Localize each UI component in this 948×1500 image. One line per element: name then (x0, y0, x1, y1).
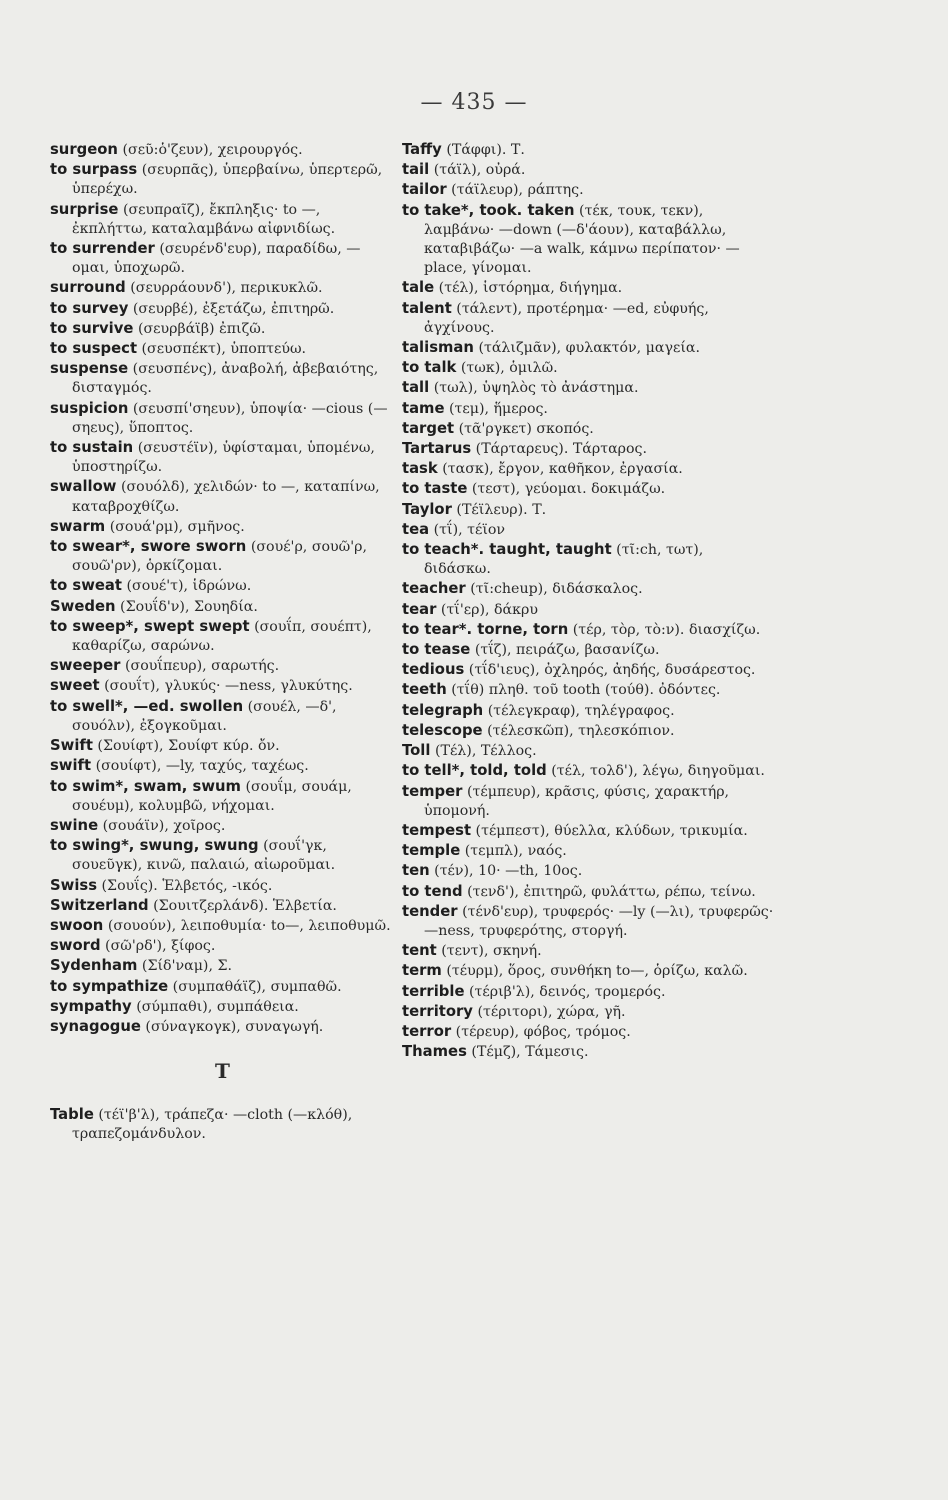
entry-definition: (σουΐπ, σουέπτ), καθαρίζω, σαρώνω. (72, 618, 372, 655)
entry-definition: (τέυρμ), ὅρος, συνθήκη to—, ὁρίζω, καλῶ. (441, 963, 748, 980)
entry-definition: (σύμπαθι), συμπάθεια. (131, 998, 299, 1015)
entry-definition: (σουΐτ), γλυκύς· —ness, γλυκύτης. (99, 678, 353, 695)
dictionary-entry (402, 1002, 774, 1022)
dictionary-entry (402, 520, 774, 540)
dictionary-entry (50, 399, 395, 438)
letter-heading: T (215, 1059, 230, 1084)
entry-definition: (σευρβάϊβ) ἐπιζῶ. (133, 320, 266, 337)
dictionary-entry (50, 777, 395, 816)
entry-headword: terror (402, 1022, 452, 1040)
entry-headword: tame (402, 399, 445, 417)
entry-headword: tear (402, 600, 437, 618)
dictionary-entry (50, 299, 395, 319)
entry-headword: Sweden (50, 597, 116, 615)
entry-headword: to suspect (50, 340, 138, 358)
entry-headword: to tend (402, 882, 463, 900)
dictionary-entry (50, 200, 395, 239)
entry-headword: Sydenham (50, 957, 138, 975)
entry-definition: (σουίφτ), —ly, ταχύς, ταχέως. (91, 758, 309, 775)
entry-headword: tale (402, 279, 435, 297)
entry-headword: tea (402, 520, 430, 538)
dictionary-entry (402, 961, 774, 981)
entry-definition: (Σουίφτ), Σουίφτ κύρ. ὄν. (92, 738, 280, 755)
dictionary-entry (402, 500, 774, 520)
dictionary-entry (50, 339, 395, 359)
entry-headword: Thames (402, 1043, 467, 1061)
entry-definition: (Σουΐς). Ἑλβετός, -ικός. (97, 877, 273, 894)
dictionary-entry (402, 201, 774, 279)
entry-definition: (σευσπένς), ἀναβολή, ἀβεβαιότης, δισταγμός. (72, 361, 379, 397)
entry-definition: (τέν), 10· —th, 10ος. (429, 863, 583, 880)
dictionary-entry (50, 1105, 395, 1144)
dictionary-entry (50, 876, 395, 896)
dictionary-entry (50, 896, 395, 916)
entry-headword: temper (402, 782, 463, 800)
entry-definition: (τάλιζμᾶν), φυλακτόν, μαγεία. (473, 340, 700, 357)
dictionary-entry (402, 600, 774, 620)
entry-headword: target (402, 419, 455, 437)
dictionary-entry (402, 459, 774, 479)
entry-headword: to tear*. torne, torn (402, 620, 569, 638)
right-column (402, 140, 774, 1062)
dictionary-entry (402, 941, 774, 961)
dictionary-entry (402, 640, 774, 660)
entry-headword: telegraph (402, 701, 484, 719)
dictionary-entry (50, 997, 395, 1017)
entry-definition: (τενδ'), ἐπιτηρῶ, φυλάττω, ρέπω, τείνω. (462, 883, 756, 900)
entry-headword: to sympathize (50, 977, 169, 995)
dictionary-entry (402, 982, 774, 1002)
right-entries (402, 140, 774, 1062)
entry-definition: (τάϊλ), οὐρά. (429, 162, 526, 179)
entry-headword: to survey (50, 299, 129, 317)
entry-definition: (τΐθ) πληθ. τοῦ tooth (τούθ). ὀδόντες. (446, 682, 721, 699)
entry-headword: sword (50, 937, 101, 955)
entry-definition: (σευρβέ), ἐξετάζω, ἐπιτηρῶ. (128, 300, 335, 317)
entry-definition: (τεντ), σκηνή. (436, 943, 542, 960)
dictionary-entry (402, 721, 774, 741)
entry-definition: (σουούν), λειποθυμία· to—, λειποθυμῶ. (103, 917, 391, 934)
dictionary-entry (50, 916, 395, 936)
dictionary-entry (402, 1042, 774, 1062)
entry-headword: tailor (402, 181, 447, 199)
entry-definition: (τέλεσκῶπ), τηλεσκόπιον. (482, 722, 675, 739)
entry-headword: suspicion (50, 399, 129, 417)
dictionary-entry (50, 140, 395, 160)
dictionary-entry (50, 319, 395, 339)
dictionary-entry (402, 741, 774, 761)
entry-headword: task (402, 460, 438, 478)
entry-headword: Table (50, 1106, 94, 1124)
entry-headword: to survive (50, 319, 134, 337)
dictionary-entry (402, 861, 774, 881)
entry-definition: (τέμπεστ), θύελλα, κλύδων, τρικυμία. (471, 822, 748, 839)
dictionary-entry (50, 836, 395, 875)
dictionary-entry (402, 620, 774, 640)
entry-headword: to talk (402, 359, 457, 377)
entry-definition: (σευρράουνδ'), περικυκλῶ. (125, 280, 323, 297)
entry-headword: to sustain (50, 439, 134, 457)
entry-definition: (τωλ), ὑψηλὸς τὸ ἀνάστημα. (429, 380, 639, 397)
entry-headword: to take*, took. taken (402, 201, 575, 219)
entry-definition: (σευσπί'σηευν), ὑποψία· —cious (—σηευς), ὕποπτος. (72, 400, 388, 436)
entry-definition: (σουέ'ρ, σουῶ'ρ, σουῶ'ρν), ὁρκίζομαι. (72, 539, 367, 575)
entry-headword: synagogue (50, 1017, 141, 1035)
entry-headword: swarm (50, 517, 106, 535)
entry-definition: (τεμ), ἥμερος. (444, 400, 548, 417)
entry-headword: swine (50, 816, 99, 834)
entry-definition: (τέριτορι), χώρα, γῆ. (472, 1003, 626, 1020)
entry-headword: tender (402, 902, 458, 920)
entry-headword: swallow (50, 478, 117, 496)
dictionary-entry (50, 656, 395, 676)
dictionary-entry (50, 956, 395, 976)
entry-headword: territory (402, 1002, 473, 1020)
dictionary-entry (402, 358, 774, 378)
entry-definition: (σευσπέκτ), ὑποπτεύω. (137, 341, 307, 358)
entry-headword: sweet (50, 677, 100, 695)
entry-headword: to swing*, swung, swung (50, 837, 259, 855)
dictionary-entry (402, 882, 774, 902)
entry-headword: swift (50, 757, 92, 775)
dictionary-entry (50, 160, 395, 199)
entry-definition: (σουέ'τ), ἱδρώνω. (121, 578, 252, 595)
entry-definition: (συμπαθάϊζ), συμπαθῶ. (168, 978, 342, 995)
entry-headword: surround (50, 279, 126, 297)
entry-headword: to taste (402, 480, 468, 498)
entry-definition: (τΐδ'ιευς), ὀχληρός, ἀηδής, δυσάρεστος. (464, 662, 756, 679)
entry-definition: (τέϊ'β'λ), τράπεζα· —cloth (—κλόθ), τραπεζομάνδυλον. (72, 1107, 353, 1143)
entry-definition: (τΐζ), πειράζω, βασανίζω. (470, 642, 660, 659)
entry-headword: to sweat (50, 577, 122, 595)
dictionary-entry (50, 576, 395, 596)
dictionary-entry (50, 537, 395, 576)
entry-headword: sweeper (50, 657, 121, 675)
dictionary-entry (402, 338, 774, 358)
dictionary-entry (50, 597, 395, 617)
dictionary-entry (50, 438, 395, 477)
entry-headword: teeth (402, 681, 447, 699)
dictionary-entry (50, 676, 395, 696)
entry-definition: (τάϊλευρ), ράπτης. (446, 182, 584, 199)
entry-definition: (σευρένδ'ευρ), παραδίδω, —ομαι, ὑποχωρῶ. (72, 241, 361, 277)
entry-headword: Taffy (402, 141, 442, 158)
entry-definition: (σουΐμ, σουάμ, σουέυμ), κολυμβῶ, νήχομαι. (72, 778, 352, 814)
entry-headword: to teach*. taught, taught (402, 541, 612, 559)
entry-headword: Switzerland (50, 896, 149, 914)
entry-headword: telescope (402, 721, 483, 739)
dictionary-entry (402, 821, 774, 841)
left-after-heading-entries (50, 1105, 395, 1144)
entry-definition: (Τάρταρευς). Τάρταρος. (471, 441, 647, 458)
entry-headword: to tease (402, 641, 471, 659)
dictionary-entry (402, 378, 774, 398)
entry-headword: to sweep*, swept swept (50, 617, 250, 635)
entry-definition: (Σουιτζερλάνδ). Ἑλβετία. (148, 897, 337, 914)
entry-definition: (σουέλ, —δ', σουόλν), ἐξογκοῦμαι. (72, 698, 337, 734)
entry-headword: to tell*, told, told (402, 762, 547, 780)
entry-headword: tail (402, 161, 430, 179)
entry-definition: (Τέμζ), Τάμεσις. (466, 1044, 589, 1061)
entry-definition: (τέριβ'λ), δεινός, τρομερός. (464, 983, 666, 1000)
entry-definition: (τέρ, τὸρ, τὸ:ν). διασχίζω. (568, 621, 761, 638)
dictionary-entry (50, 359, 395, 398)
entry-headword: to swear*, swore sworn (50, 538, 247, 556)
dictionary-entry (50, 977, 395, 997)
dictionary-entry (50, 617, 395, 656)
dictionary-entry (402, 160, 774, 180)
dictionary-entry (402, 902, 774, 941)
entry-definition: (τΐ), τέϊον (429, 521, 506, 538)
left-column (50, 140, 395, 1145)
entry-definition: (σουΐ'γκ, σουεῦγκ), κινῶ, παλαιώ, αἰωροῦμαι. (72, 838, 336, 874)
dictionary-entry (402, 782, 774, 821)
dictionary-entry (402, 660, 774, 680)
dictionary-entry (402, 701, 774, 721)
entry-headword: temple (402, 842, 461, 860)
dictionary-entry (50, 477, 395, 516)
entry-definition: (τῖ:ch, τωτ), διδάσκω. (424, 542, 704, 578)
entry-headword: tedious (402, 661, 465, 679)
entry-definition: (τεστ), γεύομαι. δοκιμάζω. (467, 481, 666, 498)
entry-definition: (σευστέϊν), ὑφίσταμαι, ὑπομένω, ὑποστηρίζω. (72, 440, 375, 476)
entry-headword: terrible (402, 982, 465, 1000)
dictionary-entry (50, 517, 395, 537)
entry-definition: (τέλεγκραφ), τηλέγραφος. (483, 702, 675, 719)
entry-headword: suspense (50, 360, 129, 378)
dictionary-entry (50, 697, 395, 736)
entry-headword: sympathy (50, 997, 132, 1015)
entry-definition: (σεῦ:ὁ'ζευν), χειρουργός. (117, 142, 303, 158)
entry-headword: swoon (50, 916, 104, 934)
dictionary-entry (50, 1017, 395, 1037)
entry-headword: tall (402, 379, 430, 397)
dictionary-entry (402, 180, 774, 200)
dictionary-entry (402, 761, 774, 781)
entry-definition: (σουάϊν), χοῖρος. (98, 817, 226, 834)
entry-headword: teacher (402, 580, 466, 598)
dictionary-entry (402, 540, 774, 579)
entry-headword: to swell*, —ed. swollen (50, 697, 244, 715)
entry-definition: (τέμπευρ), κρᾶσις, φύσις, χαρακτήρ, ὑπομονή. (424, 783, 730, 819)
entry-definition: (τάλεντ), προτέρημα· —ed, εὐφυής, ἀγχίνους. (424, 300, 709, 336)
entry-headword: surgeon (50, 141, 118, 158)
entry-headword: term (402, 962, 442, 980)
dictionary-entry (50, 278, 395, 298)
entry-headword: Taylor (402, 500, 452, 518)
entry-definition: (σευρπᾶς), ὑπερβαίνω, ὑπερτερῶ, ὑπερέχω. (72, 162, 383, 198)
entry-headword: ten (402, 862, 430, 880)
dictionary-entry (402, 439, 774, 459)
entry-definition: (σύναγκογκ), συναγωγή. (140, 1018, 324, 1035)
entry-headword: to surpass (50, 161, 138, 179)
left-entries (50, 140, 395, 1037)
entry-headword: to surrender (50, 240, 155, 258)
dictionary-entry (50, 756, 395, 776)
entry-definition: (σουόλδ), χελιδών· to —, καταπίνω, καταβροχθίζω. (72, 479, 380, 515)
dictionary-entry (402, 479, 774, 499)
dictionary-entry (50, 239, 395, 278)
dictionary-entry (50, 816, 395, 836)
entry-headword: tent (402, 942, 437, 960)
entry-definition: (τᾶ'ργκετ) σκοπός. (454, 420, 594, 437)
page-number: — 435 — (420, 90, 528, 115)
entry-definition: (Σίδ'ναμ), Σ. (137, 958, 233, 975)
entry-definition: (τέρευρ), φόβος, τρόμος. (451, 1023, 631, 1040)
dictionary-entry (50, 936, 395, 956)
entry-definition: (Τέλ), Τέλλος. (430, 743, 537, 760)
entry-definition: (σουά'ρμ), σμῆνος. (105, 518, 245, 535)
dictionary-entry (402, 399, 774, 419)
entry-definition: (τέλ), ἱστόρημα, διήγημα. (434, 280, 623, 297)
dictionary-entry (402, 579, 774, 599)
entry-definition: (τῖ:cheup), διδάσκαλος. (465, 581, 643, 598)
entry-definition: (τένδ'ευρ), τρυφερός· —ly (—λι), τρυφερῶς· —ness, τρυφερότης, στοργή. (424, 903, 774, 939)
entry-definition: (Τάφφι). Τ. (441, 142, 525, 158)
dictionary-entry (50, 736, 395, 756)
entry-headword: to swim*, swam, swum (50, 777, 241, 795)
entry-definition: (σῶ'ρδ'), ξίφος. (100, 938, 216, 955)
entry-definition: (τωκ), ὁμιλῶ. (456, 360, 558, 377)
entry-definition: (Σουΐδ'ν), Σουηδία. (115, 598, 258, 615)
entry-headword: tempest (402, 821, 472, 839)
entry-definition: (σευπραῖζ), ἔκπληξις· to —, ἐκπλήττω, καταλαμβάνω αἰφνιδίως. (72, 201, 336, 237)
dictionary-entry (402, 299, 774, 338)
dictionary-entry (402, 419, 774, 439)
entry-definition: (σουΐπευρ), σαρωτής. (120, 658, 280, 675)
entry-definition: (τεμπλ), ναός. (460, 843, 567, 860)
entry-headword: Tartarus (402, 440, 472, 458)
dictionary-entry (402, 1022, 774, 1042)
entry-headword: talent (402, 299, 452, 317)
dictionary-entry (402, 841, 774, 861)
entry-definition: (τΐ'ερ), δάκρυ (436, 601, 538, 618)
dictionary-entry (402, 140, 774, 160)
entry-headword: Swift (50, 737, 93, 755)
dictionary-entry (402, 680, 774, 700)
entry-definition: (τασκ), ἔργον, καθῆκον, ἐργασία. (437, 461, 683, 478)
entry-headword: surprise (50, 200, 119, 218)
entry-definition: (τέλ, τολδ'), λέγω, διηγοῦμαι. (546, 763, 765, 780)
entry-headword: talisman (402, 339, 474, 357)
entry-headword: Toll (402, 742, 431, 760)
entry-headword: Swiss (50, 876, 98, 894)
entry-definition: (Τέϊλευρ). Τ. (451, 501, 547, 518)
dictionary-entry (402, 278, 774, 298)
entry-definition: (τέκ, τουκ, τεκν), λαμβάνω· —down (—δ'άουν), καταβάλλω, καταβιβάζω· —a walk, κάμνω περίπατον· —place, γίνομαι. (424, 202, 740, 277)
